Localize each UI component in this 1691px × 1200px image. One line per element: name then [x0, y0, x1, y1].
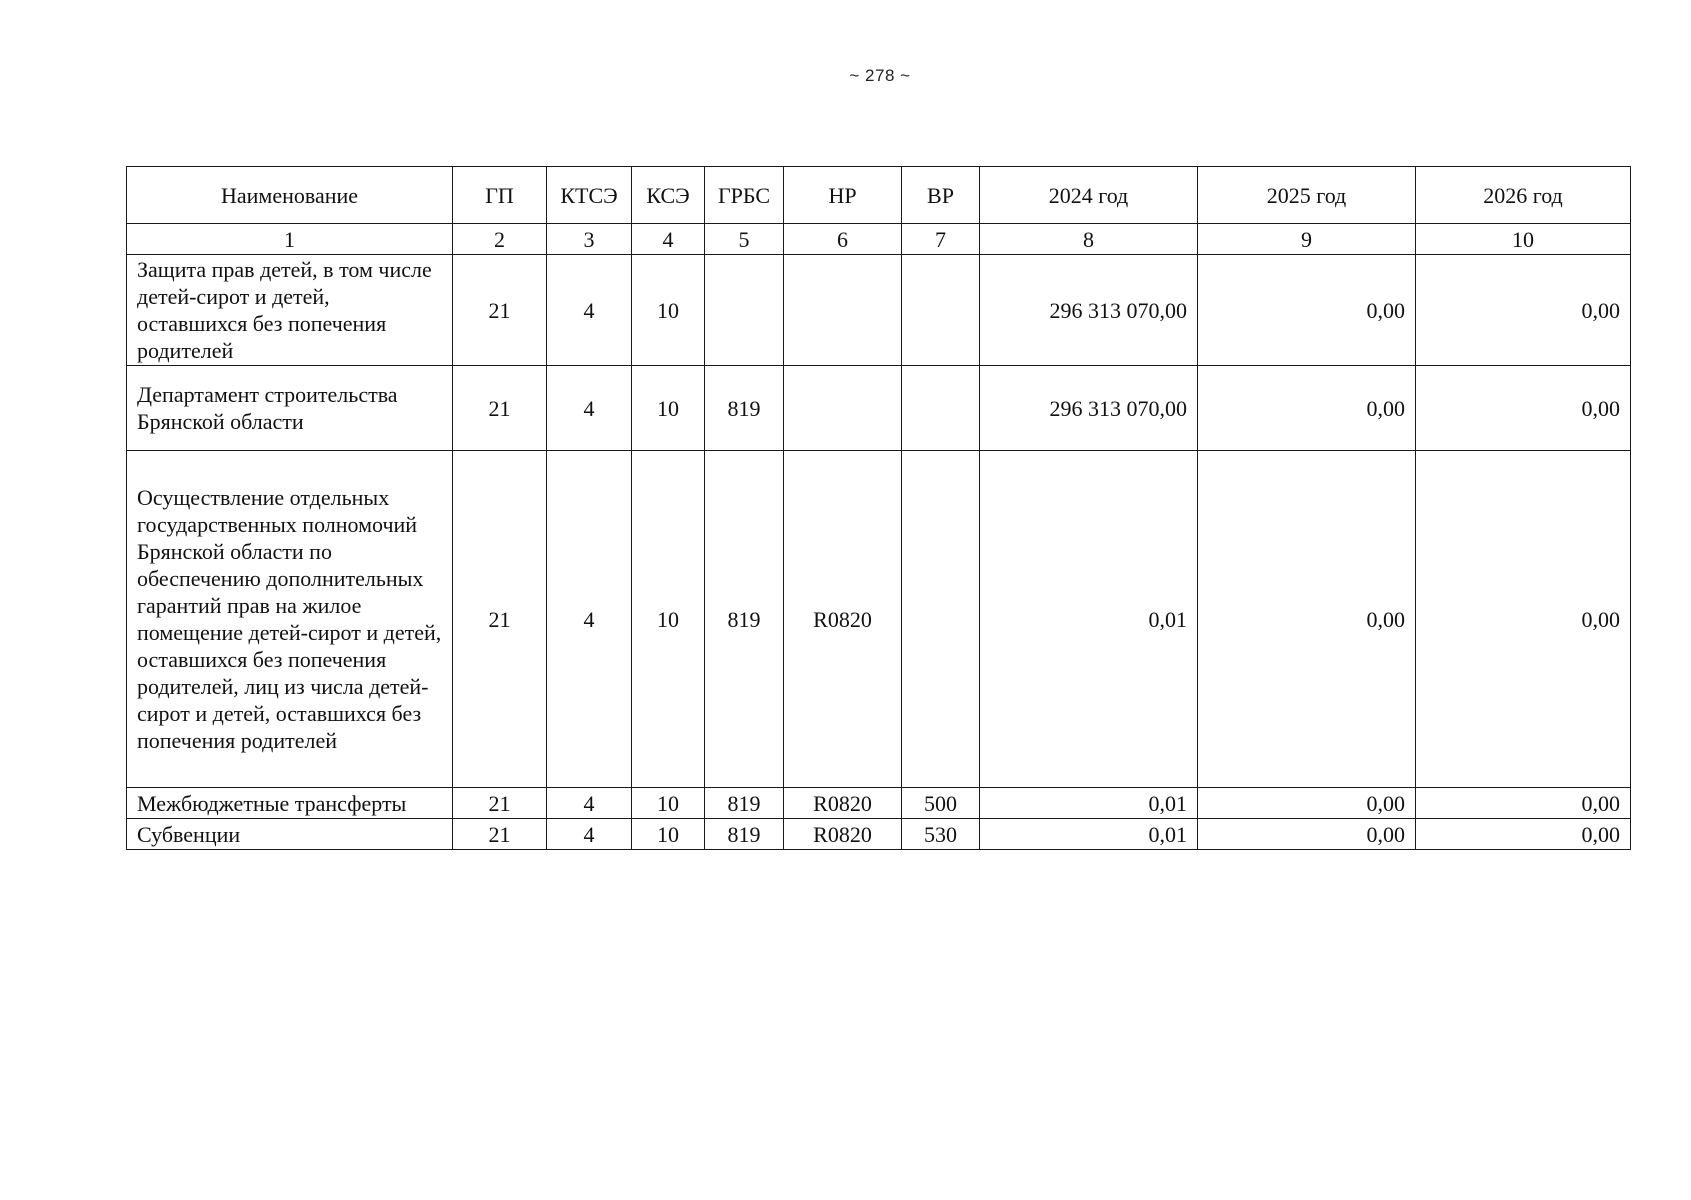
cell-gp: 21 — [453, 451, 547, 788]
cell-2024: 0,01 — [980, 451, 1198, 788]
cell-nr: R0820 — [784, 788, 902, 819]
cell-vr — [902, 451, 980, 788]
cell-2025: 0,00 — [1198, 255, 1416, 366]
column-number: 4 — [632, 224, 705, 255]
cell-2024: 296 313 070,00 — [980, 255, 1198, 366]
cell-vr: 530 — [902, 819, 980, 850]
header-grbs: ГРБС — [705, 167, 784, 224]
cell-2025: 0,00 — [1198, 366, 1416, 451]
row-name: Субвенции — [127, 819, 453, 850]
cell-kse: 10 — [632, 819, 705, 850]
cell-gp: 21 — [453, 788, 547, 819]
table-row — [127, 788, 1631, 819]
header-row — [127, 167, 1631, 224]
header-2024: 2024 год — [980, 167, 1198, 224]
cell-2026: 0,00 — [1416, 366, 1631, 451]
column-number: 8 — [980, 224, 1198, 255]
cell-grbs — [705, 255, 784, 366]
cell-nr: R0820 — [784, 451, 902, 788]
cell-nr — [784, 366, 902, 451]
cell-kse: 10 — [632, 366, 705, 451]
page-number: ~ 278 ~ — [849, 66, 911, 85]
cell-2025: 0,00 — [1198, 819, 1416, 850]
cell-kse: 10 — [632, 255, 705, 366]
header-2025: 2025 год — [1198, 167, 1416, 224]
cell-grbs: 819 — [705, 819, 784, 850]
cell-kse: 10 — [632, 451, 705, 788]
row-name: Межбюджетные трансферты — [127, 788, 453, 819]
cell-nr: R0820 — [784, 819, 902, 850]
cell-ktse: 4 — [547, 451, 632, 788]
cell-grbs: 819 — [705, 451, 784, 788]
cell-vr — [902, 255, 980, 366]
cell-grbs: 819 — [705, 366, 784, 451]
table-row — [127, 255, 1631, 366]
column-number: 6 — [784, 224, 902, 255]
header-vr: ВР — [902, 167, 980, 224]
column-number: 3 — [547, 224, 632, 255]
column-number: 2 — [453, 224, 547, 255]
column-number: 7 — [902, 224, 980, 255]
cell-vr: 500 — [902, 788, 980, 819]
header-nr: НР — [784, 167, 902, 224]
cell-ktse: 4 — [547, 255, 632, 366]
cell-2026: 0,00 — [1416, 451, 1631, 788]
cell-2024: 0,01 — [980, 788, 1198, 819]
row-name: Департамент строительства Брянской области — [127, 366, 453, 451]
cell-ktse: 4 — [547, 366, 632, 451]
row-name: Защита прав детей, в том числе детей-сирот и детей, оставшихся без попечения родителей — [127, 255, 453, 366]
column-number: 10 — [1416, 224, 1631, 255]
row-name: Осуществление отдельных государственных полномочий Брянской области по обеспечению дополнительных гарантий прав на жилое помещение детей-сирот и детей, оставшихся без попечения родителей, лиц из числа детей-сирот и детей, оставшихся без попечения родителей — [127, 451, 453, 788]
cell-2024: 296 313 070,00 — [980, 366, 1198, 451]
table-row — [127, 366, 1631, 451]
table-row — [127, 819, 1631, 850]
table-row — [127, 451, 1631, 788]
cell-kse: 10 — [632, 788, 705, 819]
column-number: 1 — [127, 224, 453, 255]
budget-table — [126, 166, 1631, 850]
header-ktse: КТСЭ — [547, 167, 632, 224]
column-number-row — [127, 224, 1631, 255]
cell-grbs: 819 — [705, 788, 784, 819]
cell-2025: 0,00 — [1198, 788, 1416, 819]
cell-gp: 21 — [453, 819, 547, 850]
cell-2024: 0,01 — [980, 819, 1198, 850]
header-kse: КСЭ — [632, 167, 705, 224]
cell-vr — [902, 366, 980, 451]
cell-gp: 21 — [453, 255, 547, 366]
cell-2026: 0,00 — [1416, 255, 1631, 366]
cell-ktse: 4 — [547, 819, 632, 850]
column-number: 9 — [1198, 224, 1416, 255]
cell-2026: 0,00 — [1416, 788, 1631, 819]
cell-2026: 0,00 — [1416, 819, 1631, 850]
cell-nr — [784, 255, 902, 366]
header-gp: ГП — [453, 167, 547, 224]
header-2026: 2026 год — [1416, 167, 1631, 224]
cell-gp: 21 — [453, 366, 547, 451]
column-number: 5 — [705, 224, 784, 255]
cell-ktse: 4 — [547, 788, 632, 819]
cell-2025: 0,00 — [1198, 451, 1416, 788]
header-name: Наименование — [127, 167, 453, 224]
